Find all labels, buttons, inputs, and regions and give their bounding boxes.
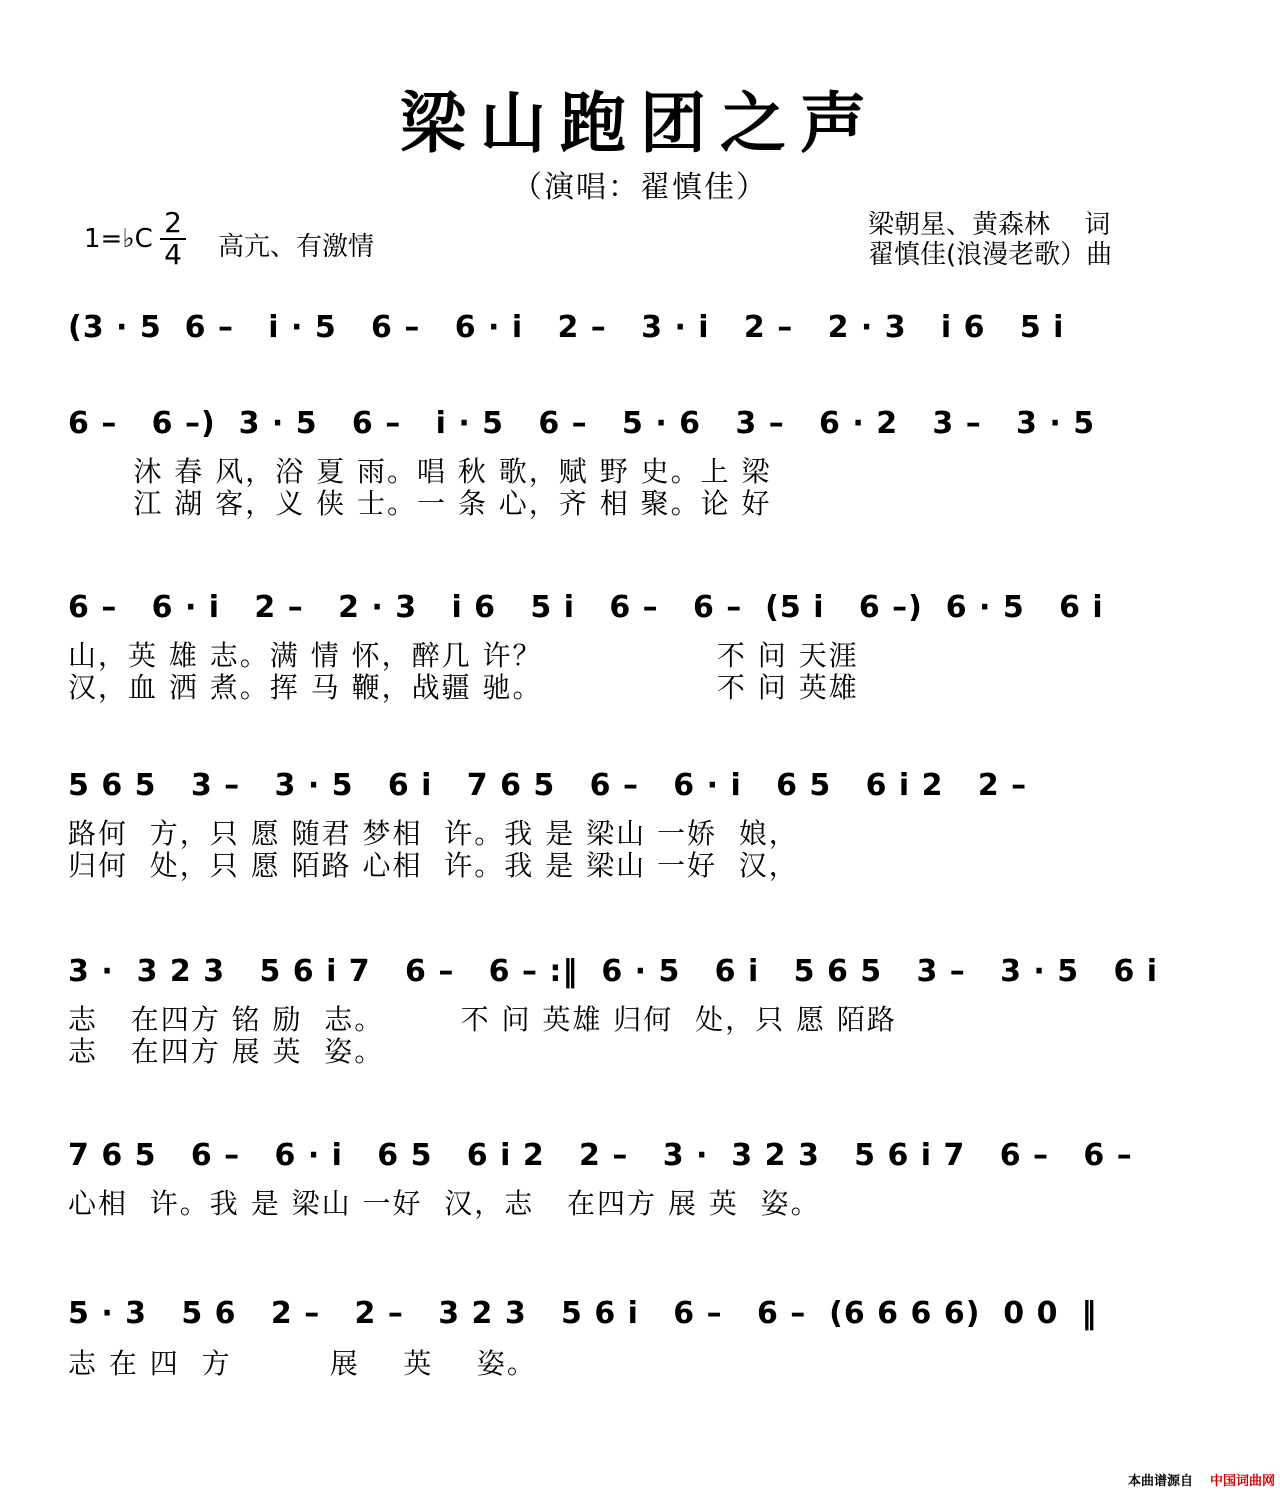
score-system-2 <box>68 404 1198 444</box>
notation-line: 7 6 5 6 – 6 · i 6 5 6 i 2 2 – 3 · 3 2 3 5 6 i 7 6 – 6 – <box>68 1138 1133 1173</box>
time-signature <box>160 208 186 270</box>
meter-top: 2 <box>160 208 186 240</box>
lyric-verse-2: 汉，血 洒 煮。挥 马 鞭，战疆 驰。 不 问 英雄 <box>68 671 859 704</box>
score-system-5 <box>68 952 1198 992</box>
key-signature: 1=♭C <box>84 224 153 254</box>
score-system-3 <box>68 588 1198 628</box>
tempo-marking: 高亢、有激情 <box>218 232 375 262</box>
lyric-verse-2: 志 在四方 展 英 姿。 <box>68 1035 385 1068</box>
lyric-verse-2: 江 湖 客，义 侠 士。一 条 心，齐 相 聚。论 好 <box>68 487 772 520</box>
lyricist-credit: 梁朝星、黄森林 词 <box>868 210 1111 240</box>
lyric-verse-1: 山，英 雄 志。满 情 怀，醉几 许？ 不 问 天涯 <box>68 639 859 672</box>
lyric-verse-1: 志 在 四 方 展 英 姿。 <box>68 1347 537 1380</box>
lyric-verse-1: 心相 许。我 是 梁山 一好 汉，志 在四方 展 英 姿。 <box>68 1187 821 1220</box>
notation-line: 5 6 5 3 – 3 · 5 6 i 7 6 5 6 – 6 · i 6 5 6 i 2 2 – <box>68 768 1028 803</box>
credits <box>868 210 1112 270</box>
score-system-6 <box>68 1136 1198 1176</box>
meter-bottom: 4 <box>164 238 182 271</box>
song-title: 梁山跑团之声 <box>400 84 880 162</box>
notation-line: 5 · 3 5 6 2 – 2 – 3 2 3 5 6 i 6 – 6 – (6 6 6 6) 0 0 ‖ <box>68 1296 1098 1331</box>
composer-credit: 翟慎佳(浪漫老歌）曲 <box>868 240 1113 270</box>
score-system-1 <box>68 308 1198 348</box>
notation-line: (3 · 5 6 – i · 5 6 – 6 · i 2 – 3 · i 2 – 2 · 3 i 6 5 i <box>68 310 1065 345</box>
notation-line: 3 · 3 2 3 5 6 i 7 6 – 6 – :‖ 6 · 5 6 i 5 6 5 3 – 3 · 5 6 i <box>68 954 1159 989</box>
lyric-verse-1: 志 在四方 铭 励 志。 不 问 英雄 归何 处，只 愿 陌路 <box>68 1003 897 1036</box>
lyric-verse-1: 沐 春 风，浴 夏 雨。唱 秋 歌，赋 野 史。上 梁 <box>68 455 772 488</box>
score-system-7 <box>68 1294 1198 1334</box>
performer-line: （演唱：翟慎佳） <box>512 170 768 205</box>
source-site-link[interactable]: 中国词曲网 <box>1210 1474 1276 1489</box>
source-credit: 本曲谱源自 <box>1128 1474 1194 1489</box>
notation-line: 6 – 6 · i 2 – 2 · 3 i 6 5 i 6 – 6 – (5 i 6 –) 6 · 5 6 i <box>68 590 1104 625</box>
notation-line: 6 – 6 –) 3 · 5 6 – i · 5 6 – 5 · 6 3 – 6 · 2 3 – 3 · 5 <box>68 406 1096 441</box>
score-system-4 <box>68 766 1198 806</box>
lyric-verse-1: 路何 方，只 愿 随君 梦相 许。我 是 梁山 一娇 娘， <box>68 817 799 850</box>
lyric-verse-2: 归何 处，只 愿 陌路 心相 许。我 是 梁山 一好 汉， <box>68 849 799 882</box>
